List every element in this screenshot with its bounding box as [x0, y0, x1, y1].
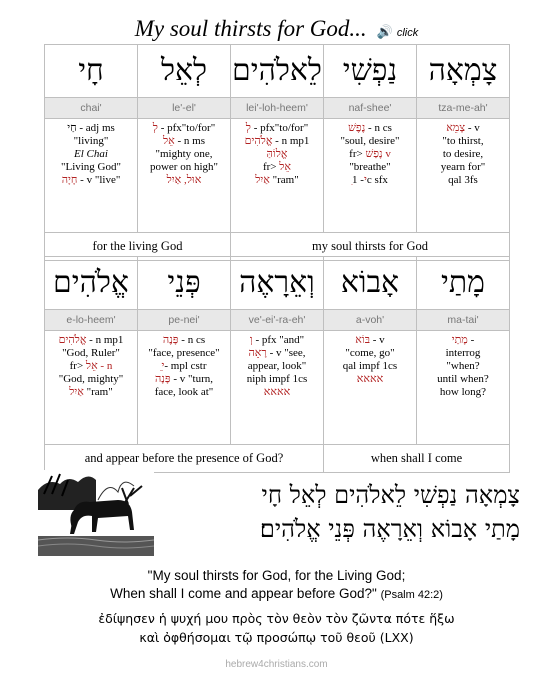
site-footer[interactable]: hebrew4christians.com	[225, 659, 328, 670]
gloss-line	[45, 135, 137, 148]
gloss-suffix: - v	[370, 334, 385, 346]
gloss-line	[138, 347, 230, 360]
gloss-cell	[231, 331, 324, 445]
gloss-cell	[138, 331, 231, 445]
gloss-line	[417, 334, 509, 347]
gloss-root: נָפַשׁ v	[365, 148, 391, 160]
gloss-suffix: - n cs	[178, 334, 206, 346]
gloss-line	[138, 148, 230, 161]
gloss-line	[138, 122, 230, 135]
gloss-line	[231, 334, 323, 347]
gloss-suffix: - pfx "and"	[252, 334, 305, 346]
gloss-line	[324, 122, 416, 135]
hebrew-word: חָי	[45, 45, 138, 98]
gloss-line	[417, 174, 509, 187]
gloss-text: "God, mighty"	[58, 373, 124, 385]
gloss-line	[138, 386, 230, 399]
gloss-line	[231, 174, 323, 187]
transliteration: chai'	[45, 98, 138, 119]
gloss-line	[231, 161, 323, 174]
gloss-text: פָּנָה	[154, 373, 171, 385]
audio-click-link[interactable]: click	[396, 27, 419, 39]
gloss-cell	[231, 119, 324, 233]
english-line-2: When shall I come and appear before God?"	[110, 586, 377, 601]
gloss-line	[138, 174, 230, 187]
gloss-line	[324, 334, 416, 347]
gloss-line	[138, 360, 230, 373]
gloss-text: "come, go"	[345, 347, 395, 359]
gloss-line	[231, 347, 323, 360]
gloss-line	[417, 135, 509, 148]
gloss-text: אֱלֹהִים	[58, 334, 87, 346]
header	[0, 16, 553, 42]
gloss-text: qal impf 1cs	[342, 360, 398, 372]
transliteration: le'-el'	[138, 98, 231, 119]
verse-greek	[0, 609, 553, 647]
gloss-text: appear, look"	[247, 360, 307, 372]
hebrew-word: אָבוֹא	[324, 257, 417, 310]
greek-line-1: ἐδίψησεν ἡ ψυχή μου πρὸς τὸν θεὸν τὸν ζῶντα πότε ἥξω	[98, 611, 455, 626]
gloss-cell	[417, 331, 510, 445]
gloss-text: לְ	[245, 122, 251, 134]
gloss-text: אאאא	[356, 373, 384, 385]
gloss-suffix: - n mp1	[86, 334, 124, 346]
gloss-line	[231, 373, 323, 386]
gloss-text: "living"	[73, 135, 109, 147]
word-table-1	[44, 44, 510, 261]
gloss-line	[324, 174, 416, 187]
hebrew-word: פְּנֵי	[138, 257, 231, 310]
verse-hebrew	[165, 478, 520, 546]
gloss-line	[138, 135, 230, 148]
gloss-suffix: - n cs	[365, 122, 392, 134]
gloss-text: צָמֵא	[446, 122, 466, 134]
english-line-1: "My soul thirsts for God, for the Living God;	[147, 568, 406, 583]
transliteration: tza-me-ah'	[417, 98, 510, 119]
gloss-text: "face, presence"	[148, 347, 220, 359]
greek-line-2: καὶ ὀφθήσομαι τῷ προσώπῳ τοῦ θεοῦ (LXX)	[139, 630, 414, 645]
verse-english	[0, 567, 553, 604]
gloss-line	[138, 373, 230, 386]
gloss-line	[138, 161, 230, 174]
verse-hebrew-line: מָתַי אָבוֹא וְאֵרָאֶה פְּנֵי אֱלֹהִים׃	[259, 515, 520, 543]
gloss-text: "mighty one,	[155, 148, 213, 160]
gloss-line	[45, 373, 137, 386]
gloss-suffix: "ram"	[269, 174, 299, 186]
gloss-text: "to thirst,	[442, 135, 484, 147]
gloss-suffix: - v "see,	[266, 347, 306, 359]
page-title: My soul thirsts for God...	[134, 16, 367, 41]
gloss-text: El Chai	[74, 148, 108, 160]
gloss-line	[138, 334, 230, 347]
transliteration: lei'-loh-heem'	[231, 98, 324, 119]
gloss-text: to desire,	[442, 148, 484, 160]
hebrew-word: נַפְשִׁי	[324, 45, 417, 98]
gloss-line	[417, 386, 509, 399]
gloss-text: מָתַי	[451, 334, 468, 346]
gloss-suffix: - pfx"to/for"	[157, 122, 216, 134]
gloss-text: yearn for"	[440, 161, 486, 173]
gloss-text: חַי - adj ms	[67, 122, 115, 134]
gloss-text: fr>	[69, 360, 86, 372]
gloss-line	[417, 373, 509, 386]
gloss-text: פָּנֶה	[162, 334, 179, 346]
gloss-line	[324, 135, 416, 148]
transliteration: ve'-ei'-ra-eh'	[231, 310, 324, 331]
gloss-text: until when?	[437, 373, 489, 385]
gloss-text: בּוֹא	[355, 334, 371, 346]
hebrew-word: מָתַי	[417, 257, 510, 310]
gloss-suffix: -	[467, 334, 475, 346]
gloss-text: "breathe"	[349, 161, 391, 173]
deer-drinking-illustration	[38, 470, 154, 556]
gloss-line	[45, 148, 137, 161]
gloss-suffix: - v	[465, 122, 480, 134]
gloss-line	[45, 174, 137, 187]
speaker-icon[interactable]: 🔊	[376, 24, 393, 39]
gloss-text: וְ	[249, 334, 253, 346]
gloss-suffix: - v "turn,	[170, 373, 214, 385]
gloss-text: face, look at"	[154, 386, 214, 398]
word-table-2	[44, 256, 510, 473]
transliteration: e-lo-heem'	[45, 310, 138, 331]
gloss-line	[231, 148, 323, 161]
gloss-line	[417, 161, 509, 174]
gloss-text: fr>	[349, 148, 366, 160]
gloss-text: חָיָה	[61, 174, 78, 186]
gloss-line	[45, 347, 137, 360]
gloss-cell	[324, 331, 417, 445]
gloss-line	[417, 347, 509, 360]
gloss-text: אֵל	[163, 135, 175, 147]
gloss-line	[231, 386, 323, 399]
phrase-cell: for the living God	[45, 233, 231, 261]
gloss-text: אֱלֹהִים	[244, 135, 273, 147]
phrase-cell: my soul thirsts for God	[231, 233, 510, 261]
gloss-text: אַיִל	[69, 386, 84, 398]
gloss-line	[231, 135, 323, 148]
gloss-text: ֵי	[161, 360, 165, 372]
gloss-cell	[45, 119, 138, 233]
gloss-text: "Living God"	[60, 161, 121, 173]
gloss-text: "soul, desire"	[340, 135, 400, 147]
gloss-line	[417, 148, 509, 161]
transliteration: ma-tai'	[417, 310, 510, 331]
gloss-suffix: - 1c sfx	[352, 174, 388, 186]
gloss-suffix: - n ms	[174, 135, 205, 147]
verse-reference: (Psalm 42:2)	[380, 589, 443, 601]
gloss-text: "God, Ruler"	[62, 347, 120, 359]
hebrew-word: אֱלֹהִים	[45, 257, 138, 310]
gloss-suffix: - pfx"to/for"	[250, 122, 309, 134]
phrase-cell: and appear before the presence of God?	[45, 445, 324, 473]
gloss-text: אֱלוֹהַּ	[266, 148, 288, 160]
gloss-line	[45, 334, 137, 347]
gloss-text: how long?	[439, 386, 487, 398]
gloss-text: אאאא	[263, 386, 291, 398]
gloss-text: niph impf 1cs	[246, 373, 308, 385]
hebrew-word: לְאֵל	[138, 45, 231, 98]
verse-hebrew-line: צָמְאָה נַפְשִׁי לֵאלֹהִים לְאֵל חָי	[261, 481, 520, 509]
gloss-cell	[417, 119, 510, 233]
gloss-root: אֵל	[279, 161, 292, 173]
gloss-text: interrog	[445, 347, 481, 359]
hebrew-word: וְאֵרָאֶה	[231, 257, 324, 310]
gloss-suffix: - n mp1	[272, 135, 310, 147]
gloss-line	[324, 148, 416, 161]
phrase-cell: when shall I come	[324, 445, 510, 473]
transliteration: pe-nei'	[138, 310, 231, 331]
gloss-text: לְ	[152, 122, 158, 134]
gloss-line	[417, 122, 509, 135]
gloss-text: qal 3fs	[448, 174, 478, 186]
gloss-line	[45, 122, 137, 135]
gloss-line	[324, 360, 416, 373]
gloss-line	[45, 386, 137, 399]
gloss-line	[45, 360, 137, 373]
gloss-cell	[138, 119, 231, 233]
gloss-suffix: - mpl cstr	[164, 360, 207, 372]
gloss-line	[45, 161, 137, 174]
gloss-suffix: "ram"	[83, 386, 113, 398]
gloss-line	[324, 161, 416, 174]
hebrew-word: צָמְאָה	[417, 45, 510, 98]
gloss-text: אַיִל	[255, 174, 270, 186]
gloss-line	[231, 360, 323, 373]
gloss-root: אֵל - n	[85, 360, 113, 372]
gloss-cell	[324, 119, 417, 233]
gloss-text: ִי	[363, 174, 367, 186]
gloss-line	[324, 347, 416, 360]
gloss-text: אוּל, אַיִל	[166, 174, 202, 186]
gloss-text: נֶפֶשׁ	[348, 122, 366, 134]
transliteration: naf-shee'	[324, 98, 417, 119]
gloss-line	[231, 122, 323, 135]
transliteration: a-voh'	[324, 310, 417, 331]
gloss-text: power on high"	[149, 161, 219, 173]
gloss-text: fr>	[262, 161, 280, 173]
gloss-text: רָאָה	[248, 347, 267, 359]
gloss-suffix: - v "live"	[77, 174, 121, 186]
hebrew-word: לֵאלֹהִים	[231, 45, 324, 98]
gloss-text: "when?	[446, 360, 480, 372]
gloss-cell	[45, 331, 138, 445]
gloss-line	[324, 373, 416, 386]
gloss-line	[417, 360, 509, 373]
